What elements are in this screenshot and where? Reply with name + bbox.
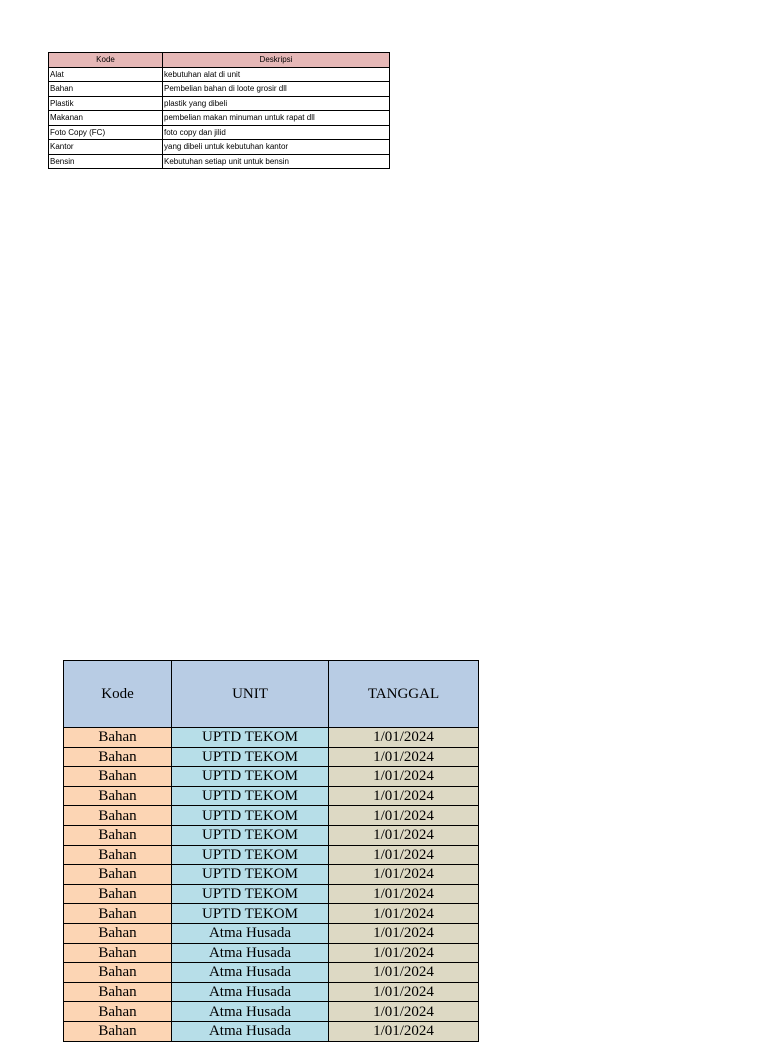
legend-kode-cell: Makanan xyxy=(49,111,163,126)
record-unit-cell: Atma Husada xyxy=(172,963,329,983)
record-tanggal-cell: 1/01/2024 xyxy=(329,963,479,983)
record-unit-cell: UPTD TEKOM xyxy=(172,845,329,865)
record-tanggal-cell: 1/01/2024 xyxy=(329,1021,479,1041)
legend-header-kode: Kode xyxy=(49,53,163,68)
legend-row xyxy=(49,154,390,169)
legend-kode-cell: Bahan xyxy=(49,82,163,97)
legend-row xyxy=(49,111,390,126)
record-tanggal-cell: 1/01/2024 xyxy=(329,728,479,748)
legend-kode-cell: Alat xyxy=(49,67,163,82)
record-tanggal-cell: 1/01/2024 xyxy=(329,982,479,1002)
record-kode-cell: Bahan xyxy=(64,806,172,826)
record-kode-cell: Bahan xyxy=(64,884,172,904)
record-unit-cell: UPTD TEKOM xyxy=(172,884,329,904)
legend-row xyxy=(49,82,390,97)
record-tanggal-cell: 1/01/2024 xyxy=(329,825,479,845)
legend-deskripsi-cell: plastik yang dibeli xyxy=(163,96,390,111)
record-tanggal-cell: 1/01/2024 xyxy=(329,923,479,943)
table-row xyxy=(64,923,479,943)
record-unit-cell: UPTD TEKOM xyxy=(172,747,329,767)
legend-kode-cell: Plastik xyxy=(49,96,163,111)
record-tanggal-cell: 1/01/2024 xyxy=(329,747,479,767)
record-kode-cell: Bahan xyxy=(64,1021,172,1041)
legend-row xyxy=(49,67,390,82)
record-tanggal-cell: 1/01/2024 xyxy=(329,943,479,963)
legend-row xyxy=(49,125,390,140)
record-unit-cell: Atma Husada xyxy=(172,1002,329,1022)
table-row xyxy=(64,825,479,845)
table-row xyxy=(64,1021,479,1041)
record-unit-cell: Atma Husada xyxy=(172,982,329,1002)
record-kode-cell: Bahan xyxy=(64,747,172,767)
record-kode-cell: Bahan xyxy=(64,963,172,983)
table-row xyxy=(64,845,479,865)
record-unit-cell: Atma Husada xyxy=(172,1021,329,1041)
record-tanggal-cell: 1/01/2024 xyxy=(329,806,479,826)
table-row xyxy=(64,747,479,767)
legend-deskripsi-cell: foto copy dan jilid xyxy=(163,125,390,140)
record-unit-cell: UPTD TEKOM xyxy=(172,865,329,885)
record-tanggal-cell: 1/01/2024 xyxy=(329,865,479,885)
record-unit-cell: UPTD TEKOM xyxy=(172,904,329,924)
legend-kode-cell: Bensin xyxy=(49,154,163,169)
records-header-tanggal: TANGGAL xyxy=(329,661,479,728)
table-row xyxy=(64,728,479,748)
legend-deskripsi-cell: Pembelian bahan di loote grosir dll xyxy=(163,82,390,97)
legend-row xyxy=(49,140,390,155)
legend-deskripsi-cell: yang dibeli untuk kebutuhan kantor xyxy=(163,140,390,155)
legend-row xyxy=(49,96,390,111)
record-unit-cell: UPTD TEKOM xyxy=(172,728,329,748)
record-kode-cell: Bahan xyxy=(64,865,172,885)
legend-header-deskripsi: Deskripsi xyxy=(163,53,390,68)
record-kode-cell: Bahan xyxy=(64,904,172,924)
legend-header-row xyxy=(49,53,390,68)
record-kode-cell: Bahan xyxy=(64,825,172,845)
record-tanggal-cell: 1/01/2024 xyxy=(329,904,479,924)
table-row xyxy=(64,1002,479,1022)
record-unit-cell: UPTD TEKOM xyxy=(172,825,329,845)
record-tanggal-cell: 1/01/2024 xyxy=(329,786,479,806)
table-row xyxy=(64,767,479,787)
records-table xyxy=(63,660,479,1042)
table-row xyxy=(64,865,479,885)
table-row xyxy=(64,963,479,983)
record-tanggal-cell: 1/01/2024 xyxy=(329,1002,479,1022)
records-header-unit: UNIT xyxy=(172,661,329,728)
legend-deskripsi-cell: Kebutuhan setiap unit untuk bensin xyxy=(163,154,390,169)
record-tanggal-cell: 1/01/2024 xyxy=(329,767,479,787)
record-unit-cell: Atma Husada xyxy=(172,923,329,943)
records-header-row xyxy=(64,661,479,728)
record-unit-cell: UPTD TEKOM xyxy=(172,806,329,826)
record-kode-cell: Bahan xyxy=(64,923,172,943)
record-kode-cell: Bahan xyxy=(64,1002,172,1022)
record-kode-cell: Bahan xyxy=(64,845,172,865)
record-kode-cell: Bahan xyxy=(64,728,172,748)
table-row xyxy=(64,806,479,826)
record-unit-cell: UPTD TEKOM xyxy=(172,786,329,806)
records-header-kode: Kode xyxy=(64,661,172,728)
legend-deskripsi-cell: kebutuhan alat di unit xyxy=(163,67,390,82)
legend-deskripsi-cell: pembelian makan minuman untuk rapat dll xyxy=(163,111,390,126)
record-kode-cell: Bahan xyxy=(64,786,172,806)
record-unit-cell: UPTD TEKOM xyxy=(172,767,329,787)
record-tanggal-cell: 1/01/2024 xyxy=(329,845,479,865)
record-kode-cell: Bahan xyxy=(64,982,172,1002)
table-row xyxy=(64,884,479,904)
table-row xyxy=(64,982,479,1002)
records-table-container xyxy=(63,660,480,1040)
table-row xyxy=(64,786,479,806)
table-row xyxy=(64,943,479,963)
kode-legend-table xyxy=(48,52,390,169)
legend-kode-cell: Kantor xyxy=(49,140,163,155)
record-kode-cell: Bahan xyxy=(64,943,172,963)
record-unit-cell: Atma Husada xyxy=(172,943,329,963)
record-tanggal-cell: 1/01/2024 xyxy=(329,884,479,904)
table-row xyxy=(64,904,479,924)
legend-kode-cell: Foto Copy (FC) xyxy=(49,125,163,140)
record-kode-cell: Bahan xyxy=(64,767,172,787)
